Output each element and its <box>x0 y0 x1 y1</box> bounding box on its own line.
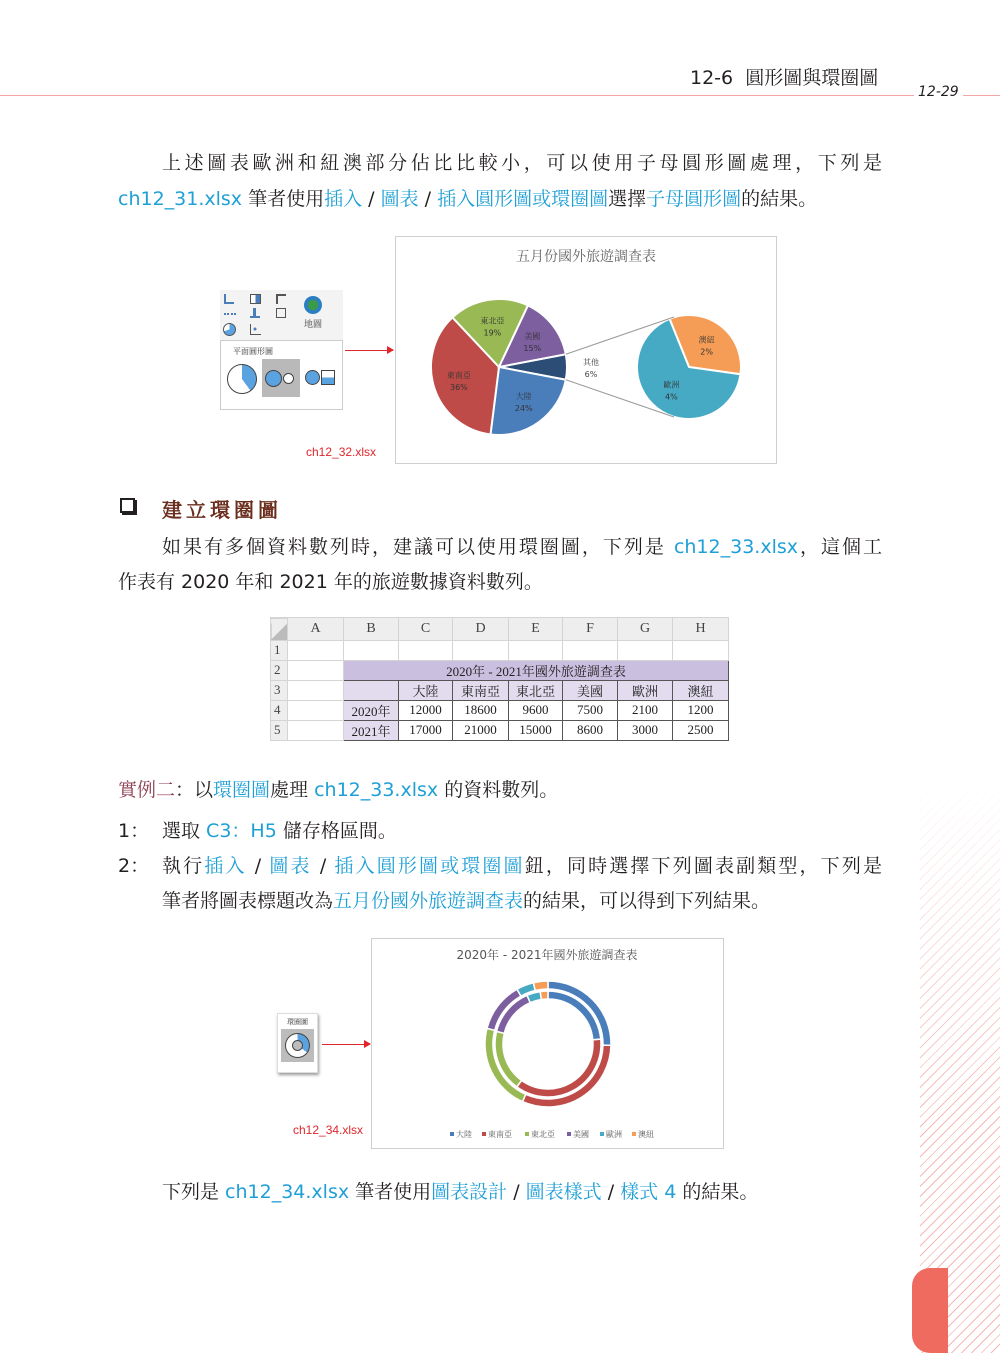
file-label: ch12_32.xlsx <box>306 445 377 459</box>
highlighted-term: 子母圓形圖 <box>646 188 742 210</box>
highlighted-term: 插入圓形圖或環圈圖 <box>334 855 525 877</box>
text-segment: 的結果，可以得到下列結果。 <box>523 890 771 912</box>
text-segment: / <box>507 1181 526 1203</box>
row-header[interactable]: 2 <box>271 660 288 680</box>
data-label: 2% <box>700 347 713 357</box>
highlighted-term: 樣式 4 <box>620 1181 677 1203</box>
highlighted-term: 插入 <box>324 188 363 210</box>
value-cell[interactable]: 2100 <box>618 700 673 720</box>
cell[interactable] <box>288 641 344 661</box>
para2-line2 <box>118 568 543 596</box>
arrow-icon <box>345 350 393 351</box>
pie-of-pie-chart <box>395 236 777 464</box>
text-segment: / <box>246 855 270 877</box>
bar-of-pie-option-icon[interactable] <box>305 370 320 385</box>
legend-label: 東南亞 <box>488 1130 512 1139</box>
value-cell[interactable]: 15000 <box>509 720 563 740</box>
text-segment: 如果有多個資料數列時，建議可以使用環圈圖，下列是 <box>162 536 674 558</box>
column-header[interactable]: E <box>509 618 563 641</box>
doughnut-button[interactable] <box>277 1013 318 1073</box>
cell[interactable] <box>344 641 399 661</box>
ribbon-crop <box>220 290 343 410</box>
page-number: 12-29 <box>914 84 963 100</box>
category-cell[interactable]: 東南亞 <box>453 680 509 700</box>
highlighted-term: 圖表 <box>269 855 312 877</box>
column-header[interactable]: A <box>288 618 344 641</box>
category-cell[interactable]: 歐洲 <box>618 680 673 700</box>
legend-label: 歐洲 <box>606 1130 622 1139</box>
category-cell[interactable]: 美國 <box>563 680 618 700</box>
column-header[interactable]: H <box>673 618 729 641</box>
highlighted-term: 圖表 <box>380 188 419 210</box>
sheet-row <box>271 720 729 740</box>
text-segment: 的結果。 <box>741 188 818 210</box>
pie-of-pie-option-icon[interactable] <box>262 359 300 397</box>
column-chart-icon[interactable] <box>224 294 234 304</box>
value-cell[interactable]: 17000 <box>399 720 453 740</box>
value-cell[interactable]: 3000 <box>618 720 673 740</box>
spreadsheet <box>270 617 729 741</box>
legend-marker <box>600 1132 604 1136</box>
column-header-row <box>271 618 729 641</box>
text-segment: 下列是 <box>162 1181 226 1203</box>
text-segment: / <box>601 1181 621 1203</box>
row-header[interactable]: 1 <box>271 641 288 661</box>
pie-chart-icon[interactable] <box>223 323 236 336</box>
highlighted-term: 圖表設計 <box>431 1181 508 1203</box>
highlighted-term: C3：H5 <box>206 820 277 842</box>
pie-option-icon[interactable] <box>227 364 257 394</box>
step1-number: 1： <box>118 820 150 842</box>
data-label: 澳紐 <box>698 335 715 345</box>
column-header[interactable]: G <box>618 618 673 641</box>
column-header[interactable]: C <box>399 618 453 641</box>
data-label: 大陸 <box>515 392 532 402</box>
text-segment: 選擇 <box>608 188 647 210</box>
chart-title: 五月份國外旅遊調查表 <box>516 249 656 265</box>
decorative-tab <box>912 1268 948 1353</box>
cell[interactable] <box>509 641 563 661</box>
text-segment: 處理 <box>270 779 315 801</box>
step2-line2 <box>162 887 770 915</box>
para2-line1 <box>162 533 882 561</box>
cell[interactable] <box>453 641 509 661</box>
pie-dropdown-menu <box>220 340 343 410</box>
column-header[interactable]: F <box>563 618 618 641</box>
highlighted-term: ch12_34.xlsx <box>225 1181 350 1203</box>
example-heading <box>118 776 558 804</box>
cell[interactable] <box>288 660 344 680</box>
row-header[interactable]: 3 <box>271 680 288 700</box>
ribbon-chart-group <box>220 290 343 340</box>
text-segment: 筆者將圖表標題改為 <box>162 890 334 912</box>
section-heading: 建立環圈圖 <box>162 498 282 522</box>
legend-marker <box>482 1132 486 1136</box>
text-segment: 的結果。 <box>676 1181 759 1203</box>
data-label: 36% <box>450 383 468 393</box>
doughnut-segment <box>533 981 548 991</box>
highlighted-term: ch12_33.xlsx <box>673 536 798 558</box>
data-label: 6% <box>584 370 598 379</box>
header-rule <box>0 95 1000 96</box>
text-segment: ：以 <box>175 779 214 801</box>
step2-line1 <box>162 852 882 880</box>
value-cell[interactable]: 21000 <box>453 720 509 740</box>
highlighted-term: ch12_31.xlsx <box>118 188 243 210</box>
category-cell[interactable]: 東北亞 <box>509 680 563 700</box>
pie-menu-title: 平面圓形圖 <box>233 347 273 356</box>
sheet-row <box>271 680 729 700</box>
data-label: 24% <box>514 404 533 414</box>
cell[interactable] <box>399 641 453 661</box>
data-label: 東南亞 <box>446 371 471 381</box>
waterfall-chart-icon[interactable] <box>276 294 286 304</box>
doughnut-button-label: 環圈圖 <box>287 1018 308 1026</box>
text-segment: 儲存格區間。 <box>276 820 397 842</box>
para1-line1 <box>162 149 882 177</box>
text-segment: 筆者使用 <box>349 1181 432 1203</box>
scatter-chart-icon[interactable] <box>250 324 261 335</box>
legend-marker <box>525 1132 529 1136</box>
line-chart-icon[interactable] <box>224 309 236 315</box>
sheet-row <box>271 641 729 661</box>
data-label: 15% <box>523 344 542 354</box>
section-header-title: 12-6 圓形圖與環圈圖 <box>690 67 879 89</box>
doughnut-chart <box>371 938 724 1149</box>
data-label: 歐洲 <box>663 380 680 390</box>
legend-label: 東北亞 <box>531 1130 555 1139</box>
doughnut-segment <box>540 991 548 999</box>
legend-marker <box>567 1132 571 1136</box>
highlighted-term: 插入 <box>204 855 247 877</box>
select-all-corner[interactable] <box>271 618 288 641</box>
highlighted-term: 圖表樣式 <box>525 1181 602 1203</box>
text-segment: 上述圖表歐洲和紐澳部分佔比比較小，可以使用子母圓形圖處理，下列是 <box>162 152 882 174</box>
text-segment: / <box>362 188 381 210</box>
text-segment: 筆者使用 <box>242 188 325 210</box>
doughnut-segment <box>527 992 541 1003</box>
legend-marker <box>450 1132 454 1136</box>
table-title-cell[interactable]: 2020年 - 2021年國外旅遊調查表 <box>344 660 729 680</box>
data-label: 東北亞 <box>480 316 505 326</box>
chart-title: 2020年 - 2021年國外旅遊調查表 <box>456 948 638 962</box>
category-cell[interactable]: 大陸 <box>399 680 453 700</box>
row-header[interactable]: 5 <box>271 720 288 740</box>
legend-label: 大陸 <box>456 1130 472 1139</box>
value-cell[interactable]: 2500 <box>673 720 729 740</box>
para1-line2 <box>118 185 817 213</box>
value-cell[interactable]: 7500 <box>563 700 618 720</box>
doughnut-segment <box>548 991 601 1040</box>
data-label: 其他 <box>583 358 599 367</box>
last-paragraph <box>162 1178 758 1206</box>
data-label: 4% <box>665 392 678 402</box>
arrow-icon <box>322 1044 370 1045</box>
text-segment: 鈕，同時選擇下列圖表副類型，下列是 <box>524 855 882 877</box>
legend-label: 澳紐 <box>638 1130 654 1139</box>
doughnut-icon <box>281 1029 314 1062</box>
value-cell[interactable]: 18600 <box>453 700 509 720</box>
year-cell[interactable]: 2020年 <box>344 700 399 720</box>
text-segment: ，這個工 <box>798 536 882 558</box>
checkbox-bullet-icon <box>120 498 135 513</box>
doughnut-chart-svg <box>372 939 723 1148</box>
value-cell[interactable]: 9600 <box>509 700 563 720</box>
value-cell[interactable]: 1200 <box>673 700 729 720</box>
cell[interactable] <box>288 700 344 720</box>
cell[interactable] <box>563 641 618 661</box>
category-cell[interactable]: 澳紐 <box>673 680 729 700</box>
cell[interactable] <box>673 641 729 661</box>
map-globe-icon[interactable] <box>304 296 322 314</box>
highlighted-term: 插入圓形圖或環圈圖 <box>437 188 609 210</box>
text-segment: 作表有 2020 年和 2021 年的旅遊數據資料數列。 <box>118 571 543 593</box>
highlighted-term: 五月份國外旅遊調查表 <box>333 890 524 912</box>
file-label: ch12_34.xlsx <box>293 1123 364 1137</box>
data-label: 美國 <box>524 332 541 342</box>
data-label: 19% <box>483 328 502 338</box>
column-header[interactable]: B <box>344 618 399 641</box>
pie-chart-svg <box>396 237 776 463</box>
step1-text <box>162 817 397 845</box>
statistic-chart-icon[interactable] <box>250 308 260 318</box>
row-header[interactable]: 4 <box>271 700 288 720</box>
year-cell[interactable]: 2021年 <box>344 720 399 740</box>
value-cell[interactable]: 12000 <box>399 700 453 720</box>
step2-number: 2： <box>118 855 150 877</box>
column-header[interactable]: D <box>453 618 509 641</box>
text-segment: 的資料數列。 <box>438 779 559 801</box>
highlighted-term: ch12_33.xlsx <box>314 779 439 801</box>
cell[interactable] <box>288 720 344 740</box>
value-cell[interactable]: 8600 <box>563 720 618 740</box>
legend-marker <box>632 1132 636 1136</box>
sheet-row <box>271 700 729 720</box>
combo-chart-icon[interactable] <box>276 308 286 318</box>
highlighted-term: 環圈圖 <box>213 779 271 801</box>
cell[interactable] <box>618 641 673 661</box>
text-segment: / <box>311 855 335 877</box>
hierarchy-chart-icon[interactable] <box>250 294 261 304</box>
cell[interactable] <box>288 680 344 700</box>
text-segment: 選取 <box>162 820 207 842</box>
cell[interactable] <box>344 680 399 700</box>
sheet-row <box>271 660 729 680</box>
highlighted-term: 實例二 <box>118 779 176 801</box>
legend-label: 美國 <box>573 1130 589 1139</box>
text-segment: 執行 <box>162 855 205 877</box>
map-label[interactable]: 地圖 <box>304 320 323 330</box>
text-segment: / <box>418 188 438 210</box>
doughnut-segment <box>548 981 611 1045</box>
